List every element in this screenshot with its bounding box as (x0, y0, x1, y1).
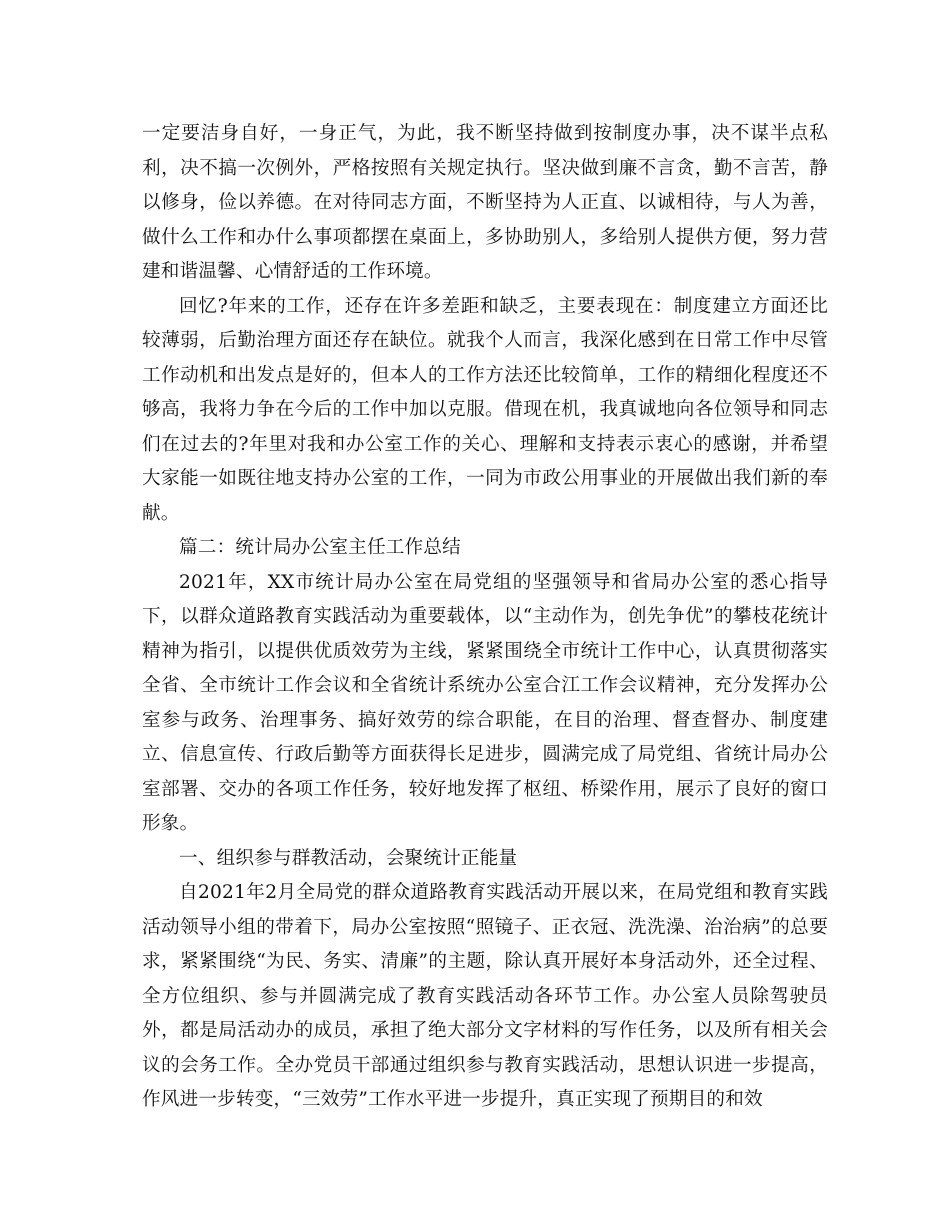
paragraph-integrity: 一定要洁身自好，一身正气，为此，我不断坚持做到按制度办事，决不谋半点私利，决不搞一次例外，严格按照有关规定执行。坚决做到廉不言贪，勤不言苦，静以修身，俭以养德。在对待同志方面，不断坚持为人正直、以诚相待，与人为善，做什么工作和办什么事项都摆在桌面上，多协助别人，多给别人提供方便，努力营建和谐温馨、心情舒适的工作环境。 (142, 123, 828, 282)
document-body (142, 117, 828, 1118)
section-heading-part-two: 篇二：统计局办公室主任工作总结 (179, 537, 461, 558)
paragraph-review-shortcomings: 回忆?年来的工作，还存在许多差距和缺乏，主要表现在：制度建立方面还比较薄弱，后勤治理方面还存在缺位。就我个人而言，我深化感到在日常工作中尽管工作动机和出发点是好的，但本人的工作方法还比较简单，工作的精细化程度还不够高，我将力争在今后的工作中加以克服。借现在机，我真诚地向各位领导和同志们在过去的?年里对我和办公室工作的关心、理解和支持表示衷心的感谢，并希望大家能一如既往地支持办公室的工作，一同为市政公用事业的开展做出我们新的奉献。 (142, 295, 828, 524)
paragraph-annual-overview: 2021年，XX市统计局办公室在局党组的坚强领导和省局办公室的悉心指导下，以群众道路教育实践活动为重要载体，以“主动作为，创先争优”的攀枝花统计精神为指引，以提供优质效劳为主线，紧紧围绕全市统计工作中心，认真贯彻落实全省、全市统计工作会议和全省统计系统办公室合江工作会议精神，充分发挥办公室参与政务、治理事务、搞好效劳的综合职能，在目的治理、督查督办、制度建立、信息宣传、行政后勤等方面获得长足进步，圆满完成了局党组、省统计局办公室部署、交办的各项工作任务，较好地发挥了枢纽、桥梁作用，展示了良好的窗口形象。 (142, 571, 828, 834)
paragraph-education-practice: 自2021年2月全局党的群众道路教育实践活动开展以来，在局党组和教育实践活动领导小组的带着下，局办公室按照“照镜子、正衣冠、洗洗澡、治治病”的总要求，紧紧围绕“为民、务实、清廉”的主题，除认真开展好本身活动外，还全过程、全方位组织、参与并圆满完成了教育实践活动各环节工作。办公室人员除驾驶员外，都是局活动办的成员，承担了绝大部分文字材料的写作任务，以及所有相关会议的会务工作。全办党员干部通过组织参与教育实践活动，思想认识进一步提高，作风进一步转变，“三效劳”工作水平进一步提升，真正实现了预期目的和效 (142, 882, 828, 1110)
section-heading-item-one: 一、组织参与群教活动，会聚统计正能量 (179, 847, 518, 869)
